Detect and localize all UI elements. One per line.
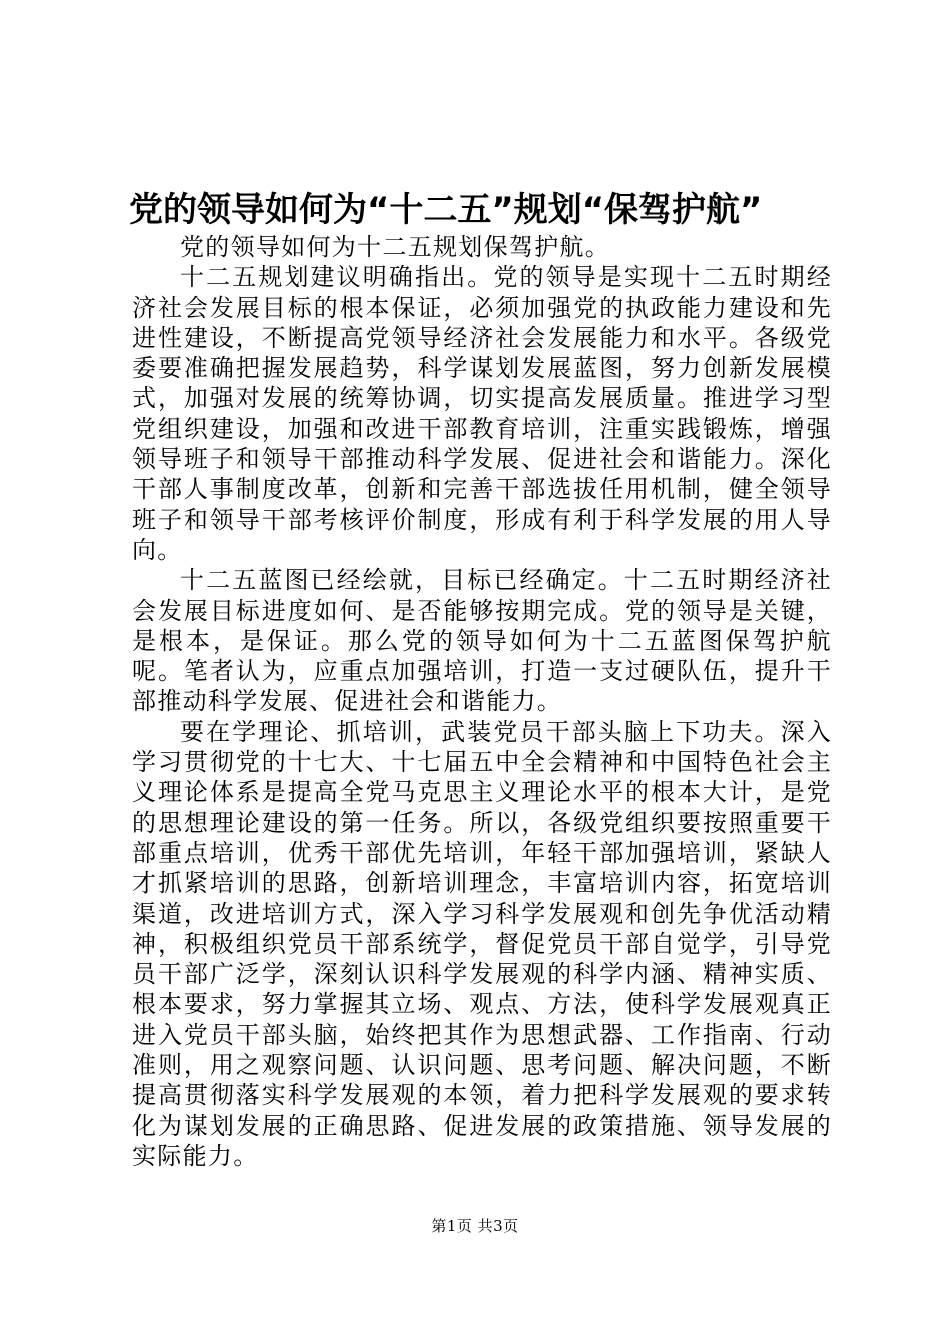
document-body (132, 232, 832, 1171)
page-footer: 第1页 共3页 (431, 1217, 519, 1235)
document-title: 党的领导如何为“十二五”规划“保驾护航” (129, 190, 763, 230)
paragraph-4: 要在学理论、抓培训，武装党员干部头脑上下功夫。深入学习贯彻党的十七大、十七届五中全会精神和中国特色社会主义理论体系是提高全党马克思主义理论水平的根本大计，是党的思想理论建设的第一任务。所以，各级党组织要按照重要干部重点培训，优秀干部优先培训，年轻干部加强培训，紧缺人才抓紧培训的思路，创新培训理念，丰富培训内容，拓宽培训渠道，改进培训方式，深入学习科学发展观和创先争优活动精神，积极组织党员干部系统学，督促党员干部自觉学，引导党员干部广泛学，深刻认识科学发展观的科学内涵、精神实质、根本要求，努力掌握其立场、观点、方法，使科学发展观真正进入党员干部头脑，始终把其作为思想武器、工作指南、行动准则，用之观察问题、认识问题、思考问题、解决问题，不断提高贯彻落实科学发展观的本领，着力把科学发展观的要求转化为谋划发展的正确思路、促进发展的政策措施、领导发展的实际能力。 (132, 717, 832, 1170)
paragraph-3: 十二五蓝图已经绘就，目标已经确定。十二五时期经济社会发展目标进度如何、是否能够按期完成。党的领导是关键，是根本，是保证。那么党的领导如何为十二五蓝图保驾护航呢。笔者认为，应重点加强培训，打造一支过硬队伍，提升干部推动科学发展、促进社会和谐能力。 (132, 566, 832, 716)
paragraph-1: 党的领导如何为十二五规划保驾护航。 (180, 233, 611, 261)
paragraph-2: 十二五规划建议明确指出。党的领导是实现十二五时期经济社会发展目标的根本保证，必须加强党的执政能力建设和先进性建设，不断提高党领导经济社会发展能力和水平。各级党委要准确把握发展趋势，科学谋划发展蓝图，努力创新发展模式，加强对发展的统筹协调，切实提高发展质量。推进学习型党组织建设，加强和改进干部教育培训，注重实践锻炼，增强领导班子和领导干部推动科学发展、促进社会和谐能力。深化干部人事制度改革，创新和完善干部选拔任用机制，健全领导班子和领导干部考核评价制度，形成有利于科学发展的用人导向。 (132, 263, 832, 564)
